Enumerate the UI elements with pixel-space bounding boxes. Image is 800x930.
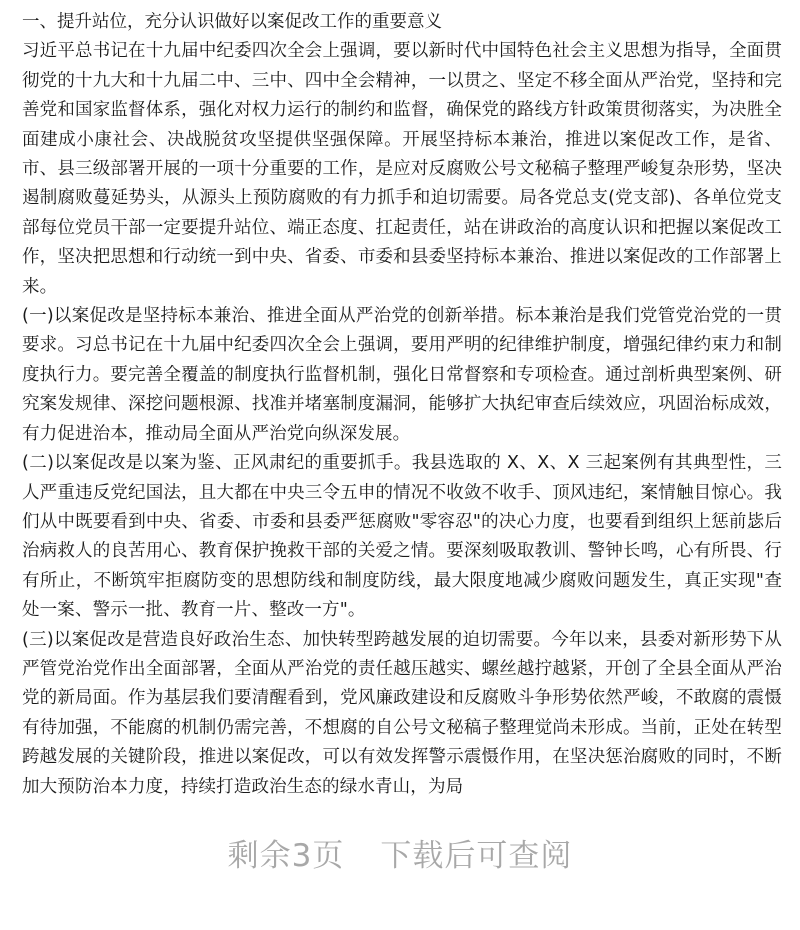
download-hint-text: 下载后可查阅 xyxy=(380,838,573,874)
section-heading: 一、提升站位，充分认识做好以案促改工作的重要意义 xyxy=(22,12,442,32)
remaining-pages-banner[interactable] xyxy=(0,830,800,875)
remaining-pages-text: 剩余3页 xyxy=(227,838,345,874)
paragraph-point-2: (二)以案促改是以案为鉴、正风肃纪的重要抓手。我县选取的 X、X、X 三起案例有其典型性，三人严重违反党纪国法，且大都在中央三令五申的情况不收敛不收手、顶风违纪，案情触目惊心。我们从中既要看到中央、省委、市委和县委严惩腐败"零容忍"的决心力度，也要看到组织上惩前毖后治病救人的良苦用心、教育保护挽救干部的关爱之情。要深刻吸取教训、警钟长鸣，心有所畏、行有所止，不断筑牢拒腐防变的思想防线和制度防线，最大限度地减少腐败问题发生，真正实现"查处一案、警示一批、教育一片、整改一方"。 xyxy=(22,453,782,621)
paragraph-point-1: (一)以案促改是坚持标本兼治、推进全面从严治党的创新举措。标本兼治是我们党管党治党的一贯要求。习总书记在十九届中纪委四次全会上强调，要用严明的纪律维护制度，增强纪律约束力和制度执行力。要完善全覆盖的制度执行监督机制，强化日常督察和专项检查。通过剖析典型案例、研究案发规律、深挖问题根源、找准并堵塞制度漏洞，能够扩大执纪审查后续效应，巩固治标成效，有力促进治本，推动局全面从严治党向纵深发展。 xyxy=(22,306,782,444)
paragraph-point-3: (三)以案促改是营造良好政治生态、加快转型跨越发展的迫切需要。今年以来，县委对新形势下从严管党治党作出全面部署，全面从严治党的责任越压越实、螺丝越拧越紧，开创了全县全面从严治党的新局面。作为基层我们要清醒看到，党风廉政建设和反腐败斗争形势依然严峻，不敢腐的震慑有待加强，不能腐的机制仍需完善，不想腐的自公号文秘稿子整理觉尚未形成。当前，正处在转型跨越发展的关键阶段，推进以案促改，可以有效发挥警示震慑作用，在坚决惩治腐败的同时，不断加大预防治本力度，持续打造政治生态的绿水青山，为局 xyxy=(22,629,782,797)
paragraph-intro: 习近平总书记在十九届中纪委四次全会上强调，要以新时代中国特色社会主义思想为指导，全面贯彻党的十九大和十九届二中、三中、四中全会精神，一以贯之、坚定不移全面从严治党，坚持和完善党和国家监督体系，强化对权力运行的制约和监督，确保党的路线方针政策贯彻落实，为决胜全面建成小康社会、决战脱贫攻坚提供坚强保障。开展坚持标本兼治，推进以案促改工作，是省、市、县三级部署开展的一项十分重要的工作，是应对反腐败公号文秘稿子整理严峻复杂形势，坚决遏制腐败蔓延势头，从源头上预防腐败的有力抓手和迫切需要。局各党总支(党支部)、各单位党支部每位党员干部一定要提升站位、端正态度、扛起责任，站在讲政治的高度认识和把握以案促改工作，坚决把思想和行动统一到中央、省委、市委和县委坚持标本兼治、推进以案促改的工作部署上来。 xyxy=(22,41,782,297)
document-body xyxy=(22,8,782,802)
